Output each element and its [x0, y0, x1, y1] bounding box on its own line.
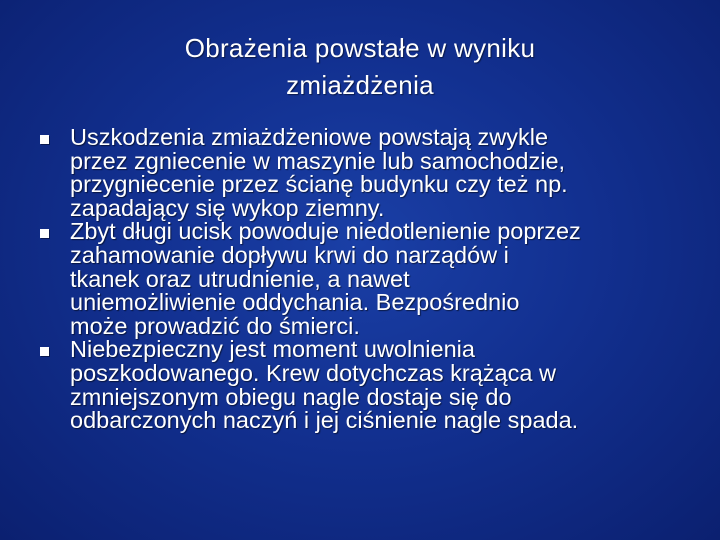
slide-title-line: zmiażdżenia — [286, 70, 434, 100]
bullet-line: zahamowanie dopływu krwi do narządów i — [70, 241, 509, 268]
bullet-item — [40, 220, 700, 338]
bullet-item — [40, 126, 700, 220]
bullet-list — [40, 126, 700, 433]
bullet-line: uniemożliwienie oddychania. Bezpośrednio — [70, 289, 520, 316]
bullet-line: odbarczonych naczyń i jej ciśnienie nagle spada. — [70, 407, 579, 434]
bullet-line: Uszkodzenia zmiażdżeniowe powstają zwykle — [70, 124, 549, 150]
bullet-line: Niebezpieczny jest moment uwolnienia — [70, 336, 475, 363]
slide-title-line: Obrażenia powstałe w wyniku — [184, 33, 536, 63]
bullet-text — [70, 220, 700, 338]
bullet-text — [70, 338, 700, 432]
bullet-line: może prowadzić do śmierci. — [70, 312, 360, 339]
bullet-item — [40, 338, 700, 432]
bullet-line: zmniejszonym obiegu nagle dostaje się do — [70, 383, 512, 410]
bullet-line: tkanek oraz utrudnienie, a nawet — [70, 265, 410, 292]
bullet-line: przez zgniecenie w maszynie lub samochodzie, — [70, 147, 566, 174]
bullet-line: przygniecenie przez ścianę budynku czy też np. — [70, 171, 568, 198]
square-bullet-icon — [40, 135, 49, 144]
bullet-line: poszkodowanego. Krew dotychczas krążąca w — [70, 359, 556, 386]
square-bullet-icon — [40, 229, 49, 238]
slide-title — [60, 30, 660, 104]
square-bullet-icon — [40, 347, 49, 356]
bullet-line: Zbyt długi ucisk powoduje niedotlenienie poprzez — [70, 218, 581, 245]
bullet-text — [70, 126, 700, 220]
bullet-line: zapadający się wykop ziemny. — [70, 194, 385, 221]
